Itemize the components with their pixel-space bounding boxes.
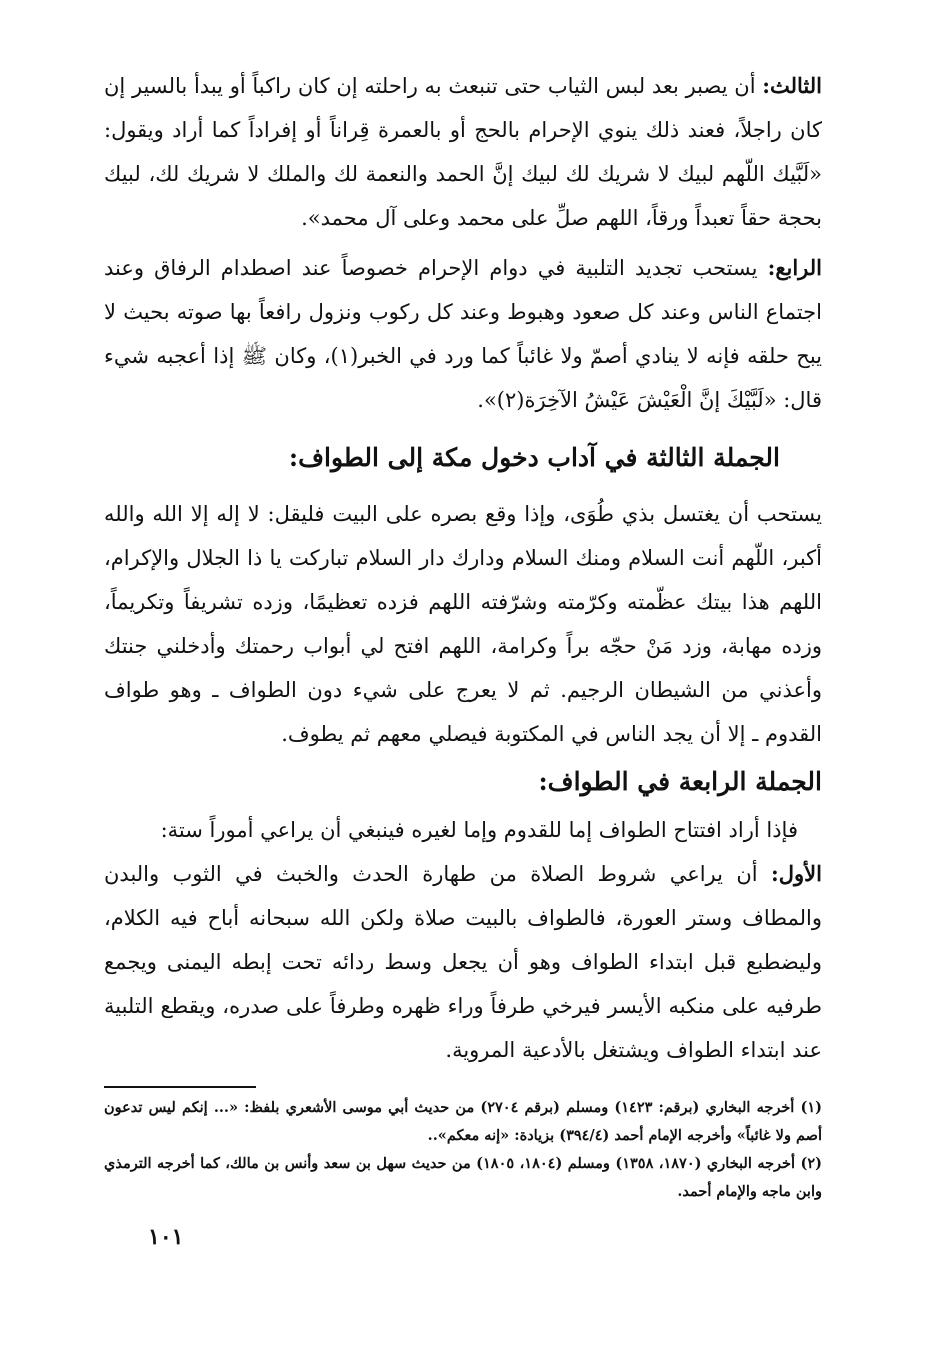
paragraph-text: يستحب تجديد التلبية في دوام الإحرام خصوصاً عند اصطدام الرفاق وعند اجتماع الناس وعند كل صعود وهبوط وعند كل ركوب ونزول رافعاً بها صوته بحيث لا يبح حلقه فإنه لا ينادي أصمّ ولا غائباً كما ورد في الخبر(١)، وكان ﷺ إذا أعجبه شيء قال: «لَبَّيْكَ إنَّ الْعَيْشَ عَيْشُ الآخِرَة(٢)».	[104, 256, 822, 412]
footnotes	[104, 1094, 822, 1206]
page-body	[104, 64, 822, 1206]
footnote-2: (٢) أخرجه البخاري (١٨٧٠، ١٣٥٨) ومسلم (١٨٠٤، ١٨٠٥) من حديث سهل بن سعد وأنس بن مالك، كما أخرجه الترمذي وابن ماجه والإمام أحمد.	[104, 1155, 823, 1200]
paragraph-lead: الرابع:	[767, 255, 822, 280]
paragraph-text: أن يراعي شروط الصلاة من طهارة الحدث والخبث في الثوب والبدن والمطاف وستر العورة، فالطواف بالبيت صلاة ولكن الله سبحانه أباح فيه الكلام، وليضطبع قبل ابتداء الطواف وهو أن يجعل وسط ردائه تحت إبطه اليمنى ويجمع طرفيه على منكبه الأيسر فيرخي طرفاً وراء ظهره وطرفاً على صدره، ويقطع التلبية عند ابتداء الطواف ويشتغل بالأدعية المروية.	[104, 862, 822, 1062]
section-heading-third: الجملة الثالثة في آداب دخول مكة إلى الطواف:	[288, 443, 780, 472]
paragraph-first	[104, 852, 822, 1072]
section-heading-fourth: الجملة الرابعة في الطواف:	[538, 767, 822, 796]
paragraph-third	[104, 64, 822, 240]
paragraph-tawaf-intro: فإذا أراد افتتاح الطواف إما للقدوم وإما لغيره فينبغي أن يراعي أموراً ستة:	[160, 818, 798, 842]
paragraph-lead: الثالث:	[762, 73, 822, 98]
paragraph-fourth	[104, 246, 822, 422]
footnote-1: (١) أخرجه البخاري (برقم: ١٤٢٣) ومسلم (برقم ٢٧٠٤) من حديث أبي موسى الأشعري بلفظ: «... إنكم ليس تدعون أصم ولا غائباً» وأخرجه الإمام أحمد (٣٩٤/٤) بزيادة: «إنه معكم»..	[104, 1099, 822, 1144]
paragraph-entering-mecca: يستحب أن يغتسل بذي طُوَى، وإذا وقع بصره على البيت فليقل: لا إله إلا الله والله أكبر، اللّهم أنت السلام ومنك السلام ودارك دار السلام تباركت يا ذا الجلال والإكرام، اللهم هذا بيتك عظّمته وكرّمته وشرّفته اللهم فزده تعظيمًا، وزده تشريفاً وتكريماً، وزده مهابة، وزد مَنْ حجّه براً وكرامة، اللهم افتح لي أبواب رحمتك وأدخلني جنتك وأعذني من الشيطان الرجيم. ثم لا يعرج على شيء دون الطواف ـ وهو طواف القدوم ـ إلا أن يجد الناس في المكتوبة فيصلي معهم ثم يطوف.	[104, 502, 822, 746]
footnote-divider	[104, 1086, 256, 1088]
paragraph-lead: الأول:	[771, 861, 822, 886]
paragraph-text: أن يصبر بعد لبس الثياب حتى تنبعث به راحلته إن كان راكباً أو يبدأ بالسير إن كان راجلاً، فعند ذلك ينوي الإحرام بالحج أو بالعمرة قِراناً أو إفراداً كما أراد ويقول: «لَبَّيك اللّهم لبيك لا شريك لك لبيك إنَّ الحمد والنعمة لك والملك لا شريك لك، لبيك بحجة حقاً تعبداً ورقاً، اللهم صلِّ على محمد وعلى آل محمد».	[104, 74, 822, 230]
page-number: ١٠١	[148, 1224, 184, 1250]
